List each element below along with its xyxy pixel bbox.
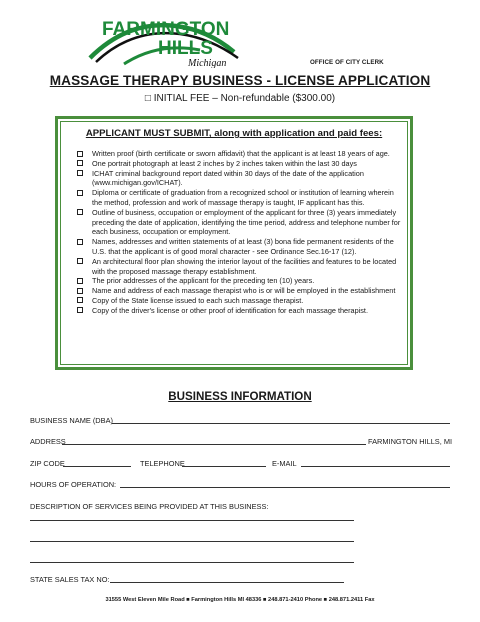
zip-label: ZIP CODE [30, 459, 65, 468]
checkbox[interactable] [77, 297, 83, 303]
office-label: OFFICE OF CITY CLERK [310, 59, 384, 66]
checkbox[interactable] [77, 307, 83, 313]
requirement-item: One portrait photograph at least 2 inches by 2 inches taken within the last 30 days [77, 159, 403, 169]
checkbox[interactable] [77, 170, 83, 176]
checkbox[interactable] [77, 151, 83, 157]
services-label: DESCRIPTION OF SERVICES BEING PROVIDED AT THIS BUSINESS: [30, 502, 269, 511]
requirements-list [77, 149, 403, 316]
requirement-item: Copy of the State license issued to each such massage therapist. [77, 296, 403, 306]
fee-label: □ INITIAL FEE – Non-refundable ($300.00) [144, 93, 336, 104]
checkbox[interactable] [77, 258, 83, 264]
telephone-field[interactable] [182, 466, 266, 467]
services-line-1[interactable] [30, 520, 354, 521]
zip-field[interactable] [63, 466, 131, 467]
sales-tax-field[interactable] [110, 582, 344, 583]
email-field[interactable] [301, 466, 450, 467]
requirement-item: An architectural floor plan showing the interior layout of the facilities and features to be located with the proposed massage therapy establishment. [77, 257, 403, 277]
requirement-item: Diploma or certificate of graduation from a recognized school or institution of learning wherein the method, profession and work of massage therapy is taught, IF applicant has this. [77, 188, 403, 208]
requirement-item: Name and address of each massage therapist who is or will be employed in the establishment [77, 286, 403, 296]
requirement-item: Written proof (birth certificate or sworn affidavit) that the applicant is at least 18 years of age. [77, 149, 403, 159]
footer-address: 31555 West Eleven Mile Road ■ Farmington Hills MI 48336 ■ 248.871-2410 Phone ■ 248.871.2411 Fax [105, 597, 375, 603]
email-label: E-MAIL [272, 459, 297, 468]
business-info-heading: BUSINESS INFORMATION [168, 390, 312, 403]
requirement-item: Copy of the driver's license or other proof of identification for each massage therapist. [77, 306, 403, 316]
business-name-field[interactable] [112, 423, 450, 424]
requirement-item: ICHAT criminal background report dated within 30 days of the date of the application (www.michigan.gov/ICHAT). [77, 169, 403, 189]
telephone-label: TELEPHONE [140, 459, 185, 468]
checkbox[interactable] [77, 288, 83, 294]
hours-label: HOURS OF OPERATION: [30, 480, 117, 489]
checkbox[interactable] [77, 190, 83, 196]
checkbox[interactable] [77, 160, 83, 166]
checkbox[interactable] [77, 239, 83, 245]
logo-hills: HILLS [158, 38, 213, 59]
checkbox[interactable] [77, 278, 83, 284]
logo-michigan: Michigan [188, 58, 227, 68]
checkbox[interactable] [77, 209, 83, 215]
business-name-label: BUSINESS NAME (DBA) [30, 416, 113, 425]
logo-farmington: FARMINGTON [102, 19, 230, 40]
requirements-box [55, 116, 413, 370]
services-line-3[interactable] [30, 562, 354, 563]
address-label: ADDRESS [30, 437, 66, 446]
form-title: MASSAGE THERAPY BUSINESS - LICENSE APPLICATION [49, 73, 431, 88]
requirement-item: Outline of business, occupation or employment of the applicant for three (3) years immediately preceding the date of application, identifying the time period, address and telephone number for each business, occupation or employment. [77, 208, 403, 237]
address-field[interactable] [62, 444, 366, 445]
sales-tax-label: STATE SALES TAX NO: [30, 575, 110, 584]
requirements-heading: APPLICANT MUST SUBMIT, along with application and paid fees: [85, 128, 383, 139]
requirement-item: Names, addresses and written statements of at least (3) bona fide permanent residents of the U.S. that the applicant is of good moral character - see Ordinance Sec.16-17 (12). [77, 237, 403, 257]
city-label: FARMINGTON HILLS, MI [368, 437, 453, 446]
services-line-2[interactable] [30, 541, 354, 542]
hours-field[interactable] [120, 487, 450, 488]
requirement-item: The prior addresses of the applicant for the preceding ten (10) years. [77, 276, 403, 286]
city-logo [88, 14, 278, 68]
